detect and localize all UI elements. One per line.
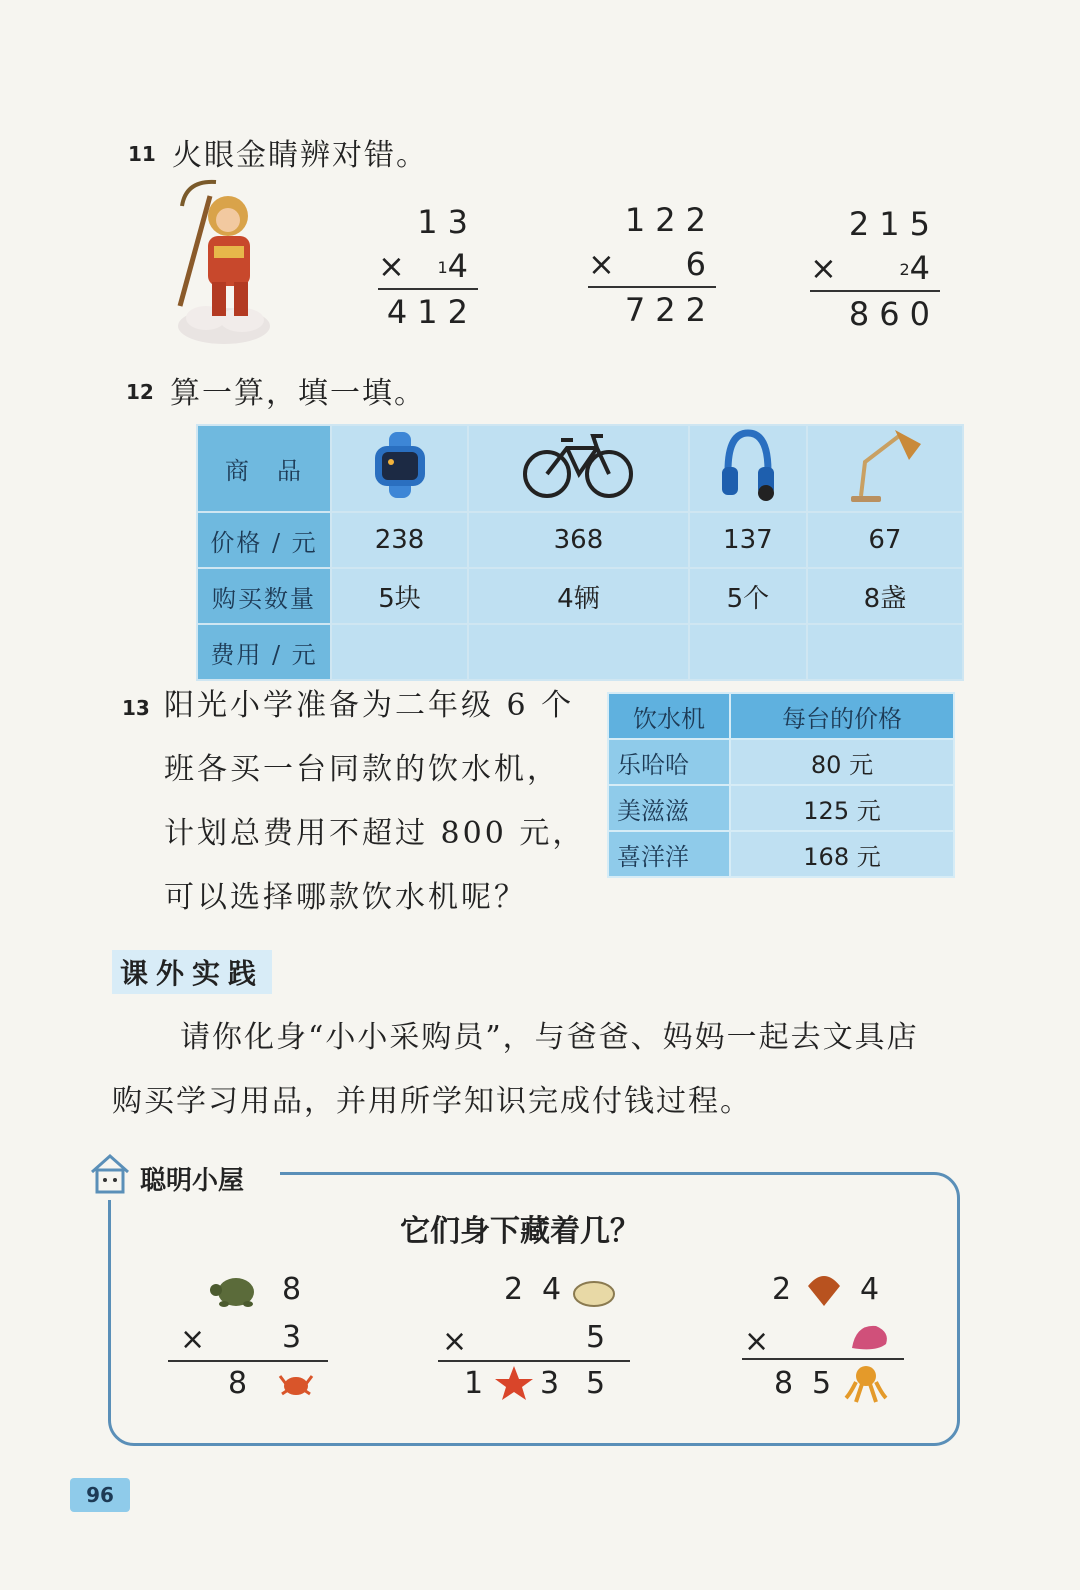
section-title: 课外实践	[112, 950, 272, 994]
question-number: 12	[126, 380, 154, 404]
puzzle-question: 它们身下藏着几？	[400, 1214, 640, 1249]
carry-digit: 2	[899, 260, 910, 279]
smart-house-label: 聪明小屋	[140, 1166, 245, 1196]
digit: 5	[586, 1366, 606, 1401]
calc-result: 722	[624, 291, 716, 329]
times-sign: ×	[378, 247, 415, 285]
monkey-king-illustration	[166, 176, 276, 348]
goods-cell	[468, 425, 689, 512]
puzzle-1	[168, 1268, 338, 1408]
question-text	[164, 674, 604, 930]
crab-icon	[276, 1366, 316, 1402]
digit: 5	[812, 1366, 832, 1401]
times-sign: ×	[180, 1322, 206, 1357]
headphones-icon	[718, 427, 778, 503]
quantity-cell: 5个	[689, 568, 807, 624]
times-sign: ×	[810, 249, 847, 287]
goods-cell	[807, 425, 963, 512]
octopus-icon	[844, 1364, 888, 1404]
text-line: 班各买一台同款的饮水机，	[164, 752, 560, 787]
smartwatch-icon	[365, 430, 435, 500]
question-number: 11	[128, 142, 156, 166]
header-dispenser: 饮水机	[608, 693, 730, 739]
goods-cell	[689, 425, 807, 512]
header-quantity: 购买数量	[197, 568, 331, 624]
dispenser-price: 125 元	[730, 785, 954, 831]
dispenser-price: 168 元	[730, 831, 954, 877]
calc-line	[742, 1358, 904, 1360]
digit: 3	[540, 1366, 560, 1401]
digit: 2	[772, 1272, 792, 1307]
vertical-calc-2	[588, 198, 716, 332]
goods-cell	[331, 425, 468, 512]
text-line: 可以选择哪款饮水机呢？	[164, 880, 527, 915]
carry-digit: 1	[437, 258, 448, 277]
calc-top: 215	[848, 205, 940, 243]
question-title: 火眼金睛辨对错。	[172, 138, 428, 173]
header-unit-price: 每台的价格	[730, 693, 954, 739]
puzzle-3	[742, 1268, 912, 1408]
starfish-icon	[494, 1364, 534, 1402]
calc-bottom: 6	[685, 245, 716, 283]
practice-text: 购买学习用品，并用所学知识完成付钱过程。	[112, 1084, 752, 1119]
digit: 4	[860, 1272, 880, 1307]
calc-top: 122	[624, 201, 716, 239]
practice-text: 请你化身“小小采购员”，与爸爸、妈妈一起去文具店	[180, 1020, 919, 1055]
calc-top: 13	[417, 203, 478, 241]
calc-result: 412	[386, 293, 478, 331]
calc-line	[438, 1360, 630, 1362]
digit: 4	[542, 1272, 562, 1307]
conch-icon	[846, 1320, 892, 1354]
smart-house-header	[80, 1150, 280, 1200]
price-cell: 67	[807, 512, 963, 568]
header-goods: 商 品	[197, 425, 331, 512]
puzzle-2	[438, 1268, 638, 1408]
quantity-cell: 5块	[331, 568, 468, 624]
price-cell: 368	[468, 512, 689, 568]
goods-table	[196, 424, 964, 681]
question-number: 13	[122, 696, 150, 720]
price-cell: 238	[331, 512, 468, 568]
cost-cell	[468, 624, 689, 680]
text-line: 阳光小学准备为二年级 6 个	[164, 688, 575, 723]
bicycle-icon	[521, 430, 635, 500]
times-sign: ×	[442, 1324, 468, 1359]
calc-result: 860	[848, 295, 940, 333]
vertical-calc-1	[378, 200, 478, 334]
dispenser-name: 喜洋洋	[608, 831, 730, 877]
dispenser-name: 美滋滋	[608, 785, 730, 831]
calc-bottom: 4	[447, 247, 478, 285]
cost-cell	[331, 624, 468, 680]
digit: 3	[282, 1320, 302, 1355]
times-sign: ×	[744, 1324, 770, 1359]
vertical-calc-3	[810, 202, 940, 336]
clam-shell-icon	[572, 1276, 616, 1308]
calc-bottom: 4	[909, 249, 940, 287]
digit: 8	[228, 1366, 248, 1401]
page-number: 96	[70, 1478, 130, 1512]
text-line: 计划总费用不超过 800 元，	[164, 816, 586, 851]
house-icon	[88, 1150, 132, 1196]
digit: 8	[774, 1366, 794, 1401]
cost-cell	[689, 624, 807, 680]
turtle-icon	[208, 1270, 262, 1310]
cost-cell	[807, 624, 963, 680]
water-dispenser-table	[607, 692, 955, 878]
price-cell: 137	[689, 512, 807, 568]
question-title: 算一算，填一填。	[170, 376, 426, 411]
times-sign: ×	[588, 245, 625, 283]
dispenser-price: 80 元	[730, 739, 954, 785]
header-cost: 费用 / 元	[197, 624, 331, 680]
desk-lamp-icon	[845, 426, 925, 504]
digit: 8	[282, 1272, 302, 1307]
scallop-icon	[804, 1270, 844, 1310]
header-price: 价格 / 元	[197, 512, 331, 568]
quantity-cell: 4辆	[468, 568, 689, 624]
digit: 1	[464, 1366, 484, 1401]
dispenser-name: 乐哈哈	[608, 739, 730, 785]
calc-line	[168, 1360, 328, 1362]
digit: 5	[586, 1320, 606, 1355]
quantity-cell: 8盏	[807, 568, 963, 624]
digit: 2	[504, 1272, 524, 1307]
